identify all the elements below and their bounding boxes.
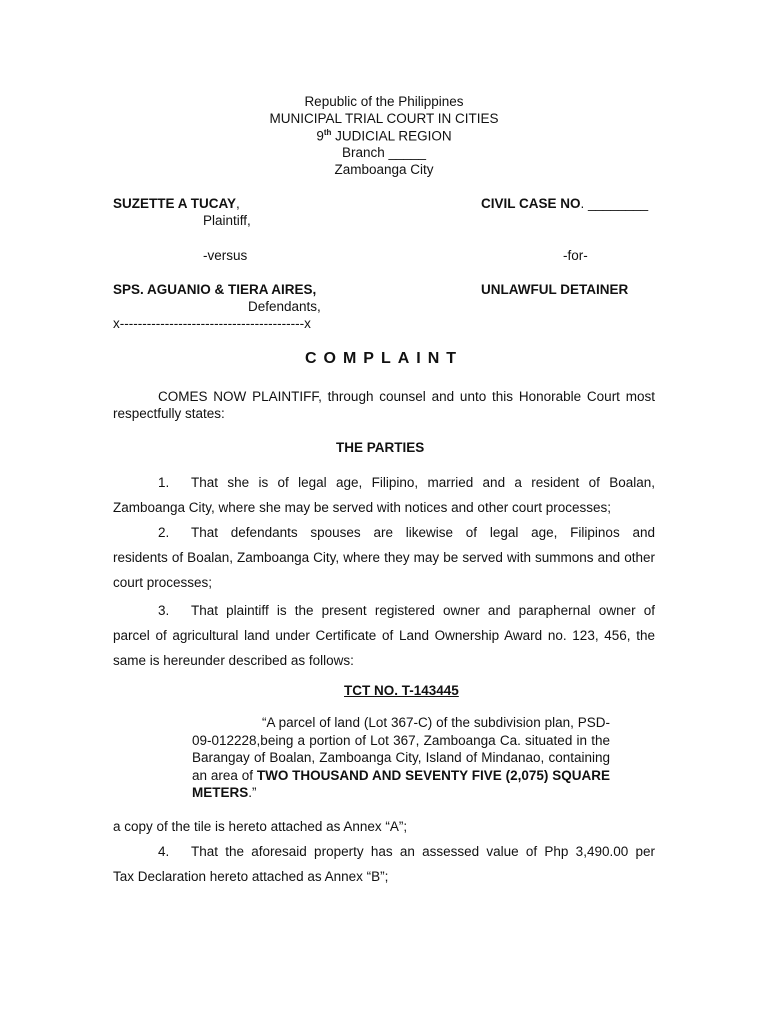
paragraph-3-first-line: That plaintiff is the present registered owner and paraphernal owner of (191, 603, 655, 618)
caption-separator: x-----------------------------------------x (113, 316, 311, 331)
defendant-name: SPS. AGUANIO & TIERA AIRES, (113, 282, 317, 297)
document-title: COMPLAINT (304, 350, 464, 367)
region-suffix: th (323, 128, 332, 137)
defendant-role: Defendants, (248, 299, 321, 314)
section-heading: THE PARTIES (336, 440, 425, 455)
header-region (0, 128, 768, 144)
paragraph-1-continuation: Zamboanga City, where she may be served with notices and other court processes; (113, 500, 611, 515)
tct-heading: TCT NO. T-143445 (344, 683, 459, 698)
paragraph-1-number: 1. (158, 475, 170, 490)
for-text: -for- (563, 248, 588, 263)
case-number-line (481, 196, 648, 211)
annex-a-line: a copy of the tile is hereto attached as Annex “A”; (113, 819, 408, 834)
header-branch: Branch _____ (341, 145, 427, 160)
plaintiff-name-line (113, 196, 240, 211)
plaintiff-comma: , (236, 196, 240, 211)
intro-paragraph: COMES NOW PLAINTIFF, through counsel and unto this Honorable Court most respectfully states: (113, 389, 655, 421)
paragraph-3-continuation: parcel of agricultural land under Certificate of Land Ownership Award no. 123, 456, the same is hereunder described as follows: (113, 628, 655, 668)
paragraph-2-number: 2. (158, 525, 170, 540)
header-city: Zamboanga City (334, 162, 434, 177)
region-number: 9 (316, 128, 324, 144)
header-country: Republic of the Philippines (304, 94, 464, 109)
quote-text: “A parcel of land (Lot 367-C) of the subdivision plan, PSD-09-012228,being a portion of Lot 367, Zamboanga Ca. situated in the Barangay of Boalan, Zamboanga City, Island of Mindanao, containing an area of (192, 715, 610, 783)
plaintiff-name: SUZETTE A TUCAY (113, 196, 237, 211)
paragraph-2-continuation: residents of Boalan, Zamboanga City, where they may be served with summons and other court processes; (113, 550, 655, 590)
case-type: UNLAWFUL DETAINER (481, 282, 629, 297)
paragraph-4-number: 4. (158, 844, 170, 859)
case-number-label: CIVIL CASE NO (481, 196, 581, 211)
paragraph-1-first-line: That she is of legal age, Filipino, married and a resident of Boalan, (191, 475, 655, 490)
paragraph-3-number: 3. (158, 603, 170, 618)
region-label: JUDICIAL REGION (331, 128, 452, 144)
plaintiff-role: Plaintiff, (203, 213, 251, 228)
land-description-quote (192, 714, 610, 802)
case-number-blank: . ________ (580, 196, 649, 211)
header-court: MUNICIPAL TRIAL COURT IN CITIES (269, 111, 499, 126)
paragraph-2-first-line: That defendants spouses are likewise of legal age, Filipinos and (191, 525, 655, 540)
quote-area: TWO THOUSAND AND SEVENTY FIVE (2,075) SQUARE METERS (192, 767, 610, 800)
versus-text: -versus (203, 248, 248, 263)
quote-end: .” (248, 785, 257, 800)
paragraph-4-continuation: Tax Declaration hereto attached as Annex “B”; (113, 869, 389, 884)
paragraph-4-first-line: That the aforesaid property has an assessed value of Php 3,490.00 per (191, 844, 655, 859)
